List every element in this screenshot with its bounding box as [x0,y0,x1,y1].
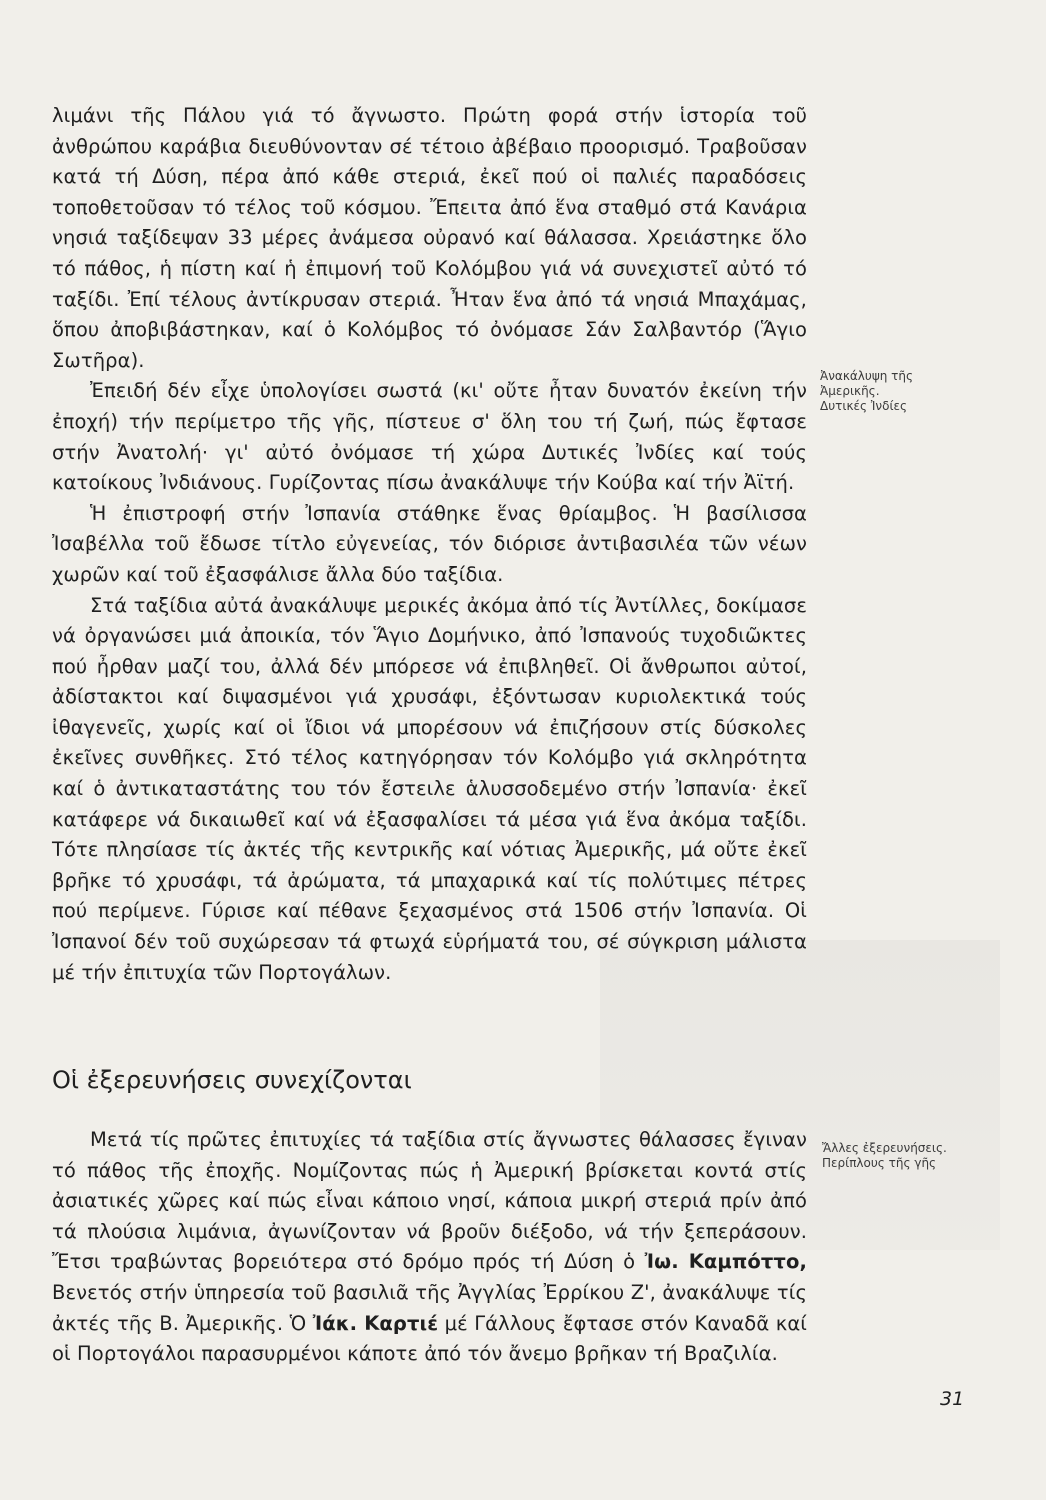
name-cartier: Ἰάκ. Καρτιέ [312,1311,439,1335]
paragraph-return-spain: Ἡ ἐπιστροφή στήν Ἰσπανία στάθηκε ἕνας θρίαμβος. Ἡ βασίλισσα Ἰσαβέλλα τοῦ ἔδωσε τίτλο εὐγενείας, τόν διόρισε ἀντιβασιλέα τῶν νέων χωρῶν καί τοῦ ἐξασφάλισε ἄλλα δύο ταξίδια. [52,501,807,586]
columbus-text-block [52,101,807,988]
margin-note-america-discovery [820,369,913,414]
paragraph-later-voyages: Στά ταξίδια αὐτά ἀνακάλυψε μερικές ἀκόμα ἀπό τίς Ἀντίλλες, δοκίμασε νά ὀργανώσει μιά ἀποικία, τόν Ἅγιο Δομήνικο, ἀπό Ἰσπανούς τυχοδιῶκτες πού ἦρθαν μαζί του, ἀλλά δέν μπόρεσε νά ἐπιβληθεῖ. Οἱ ἄνθρωποι αὐτοί, ἀδίστακτοι καί διψασμένοι γιά χρυσάφι, ἐξόντωσαν κυριολεκτικά τούς ἰθαγενεῖς, χωρίς καί οἱ ἴδιοι νά μπορέσουν νά ἐπιζήσουν στίς δύσκολες ἐκεῖνες συνθῆκες. Στό τέλος κατηγόρησαν τόν Κολόμβο γιά σκληρότητα καί ὁ ἀντικαταστάτης του τόν ἔστειλε ἁλυσσοδεμένο στήν Ἰσπανία· ἐκεῖ κατάφερε νά δικαιωθεῖ καί νά ἐξασφαλίσει τά μέσα γιά ἕνα ἀκόμα ταξίδι. Τότε πλησίασε τίς ἀκτές τῆς κεντρικῆς καί νότιας Ἀμερικῆς, μά οὔτε ἐκεῖ βρῆκε τό χρυσάφι, τά ἀρώματα, τά μπαχαρικά καί τίς πολύτιμες πέτρες πού περίμενε. Γύρισε καί πέθανε ξεχασμένος στά 1506 στήν Ἰσπανία. Οἱ Ἰσπανοί δέν τοῦ συχώρεσαν τά φτωχά εὑρήματά του, σέ σύγκριση μάλιστα μέ τήν ἐπιτυχία τῶν Πορτογάλων. [52,593,807,984]
paragraph-west-indies: Ἐπειδή δέν εἶχε ὑπολογίσει σωστά (κι' οὔτε ἦταν δυνατόν ἐκείνη τήν ἐποχή) τήν περίμετρο τῆς γῆς, πίστευε σ' ὅλη του τή ζωή, πώς ἔφτασε στήν Ἀνατολή· γι' αὐτό ὀνόμασε τή χώρα Δυτικές Ἰνδίες καί τούς κατοίκους Ἰνδιάνους. Γυρίζοντας πίσω ἀνακάλυψε τήν Κούβα καί τήν Ἀϊτή. [52,379,807,495]
margin-note-line: Περίπλους τῆς γῆς [822,1156,937,1170]
margin-note-line: Δυτικές Ἰνδίες [820,399,908,413]
text-segment: Βενετός στήν ὑπηρεσία τοῦ βασιλιᾶ τῆς Ἀγγλίας Ἐρρίκου Ζ', ἀνακάλυψε τίς ἀκτές τῆς Β. Ἀμερικῆς. Ὁ [52,1280,807,1335]
text-segment: Μετά τίς πρῶτες ἐπιτυχίες τά ταξίδια στίς ἄγνωστες θάλασσες ἔγιναν τό πάθος τῆς ἐποχῆς. Νομίζοντας πώς ἡ Ἀμερική βρίσκεται κοντά στίς ἀσιατικές χῶρες καί πώς εἶναι κάποιο νησί, κάποια μικρή στεριά πρίν ἀπό τά πλούσια λιμάνια, ἀγωνίζονταν νά βροῦν διέξοδο, νά τήν ξεπεράσουν. Ἔτσι τραβώντας βορειότερα στό δρόμο πρός τή Δύση ὁ [52,1128,807,1274]
paragraph-voyage: λιμάνι τῆς Πάλου γιά τό ἄγνωστο. Πρώτη φορά στήν ἱστορία τοῦ ἀνθρώπου καράβια διευθύνονταν σέ τέτοιο ἀβέβαιο προορισμό. Τραβοῦσαν κατά τή Δύση, πέρα ἀπό κάθε στεριά, ἐκεῖ πού οἱ παλιές παραδόσεις τοποθετοῦσαν τό τέλος τοῦ κόσμου. Ἔπειτα ἀπό ἕνα σταθμό στά Κανάρια νησιά ταξίδεψαν 33 μέρες ἀνάμεσα οὐρανό καί θάλασσα. Χρειάστηκε ὅλο τό πάθος, ἡ πίστη καί ἡ ἐπιμονή τοῦ Κολόμβου γιά νά συνεχιστεῖ αὐτό τό ταξίδι. Ἐπί τέλους ἀντίκρυσαν στεριά. Ἦταν ἕνα ἀπό τά νησιά Μπαχάμας, ὅπου ἀποβιβάστηκαν, καί ὁ Κολόμβος τό ὀνόμασε Σάν Σαλβαντόρ (Ἅγιο Σωτῆρα). [52,104,807,372]
margin-note-line: Ἄλλες ἐξερευνήσεις. [822,1141,947,1155]
page-number: 31 [940,1388,965,1410]
text-segment: μέ Γάλλους ἔφτασε στόν Καναδᾶ καί οἱ Πορτογάλοι παρασυρμένοι κάποτε ἀπό τόν ἄνεμο βρῆκαν τή Βραζιλία. [52,1311,807,1366]
name-caboto: Ἰω. Καμπόττο, [644,1250,807,1274]
explorations-text-block [52,1125,807,1370]
margin-note-other-explorations [822,1141,947,1171]
margin-note-line: Ἀνακάλυψη τῆς [820,369,914,383]
section-heading: Οἱ ἐξερευνήσεις συνεχίζονται [52,1066,412,1094]
margin-note-line: Ἀμερικῆς. [820,384,880,398]
paragraph-explorations [52,1125,807,1370]
